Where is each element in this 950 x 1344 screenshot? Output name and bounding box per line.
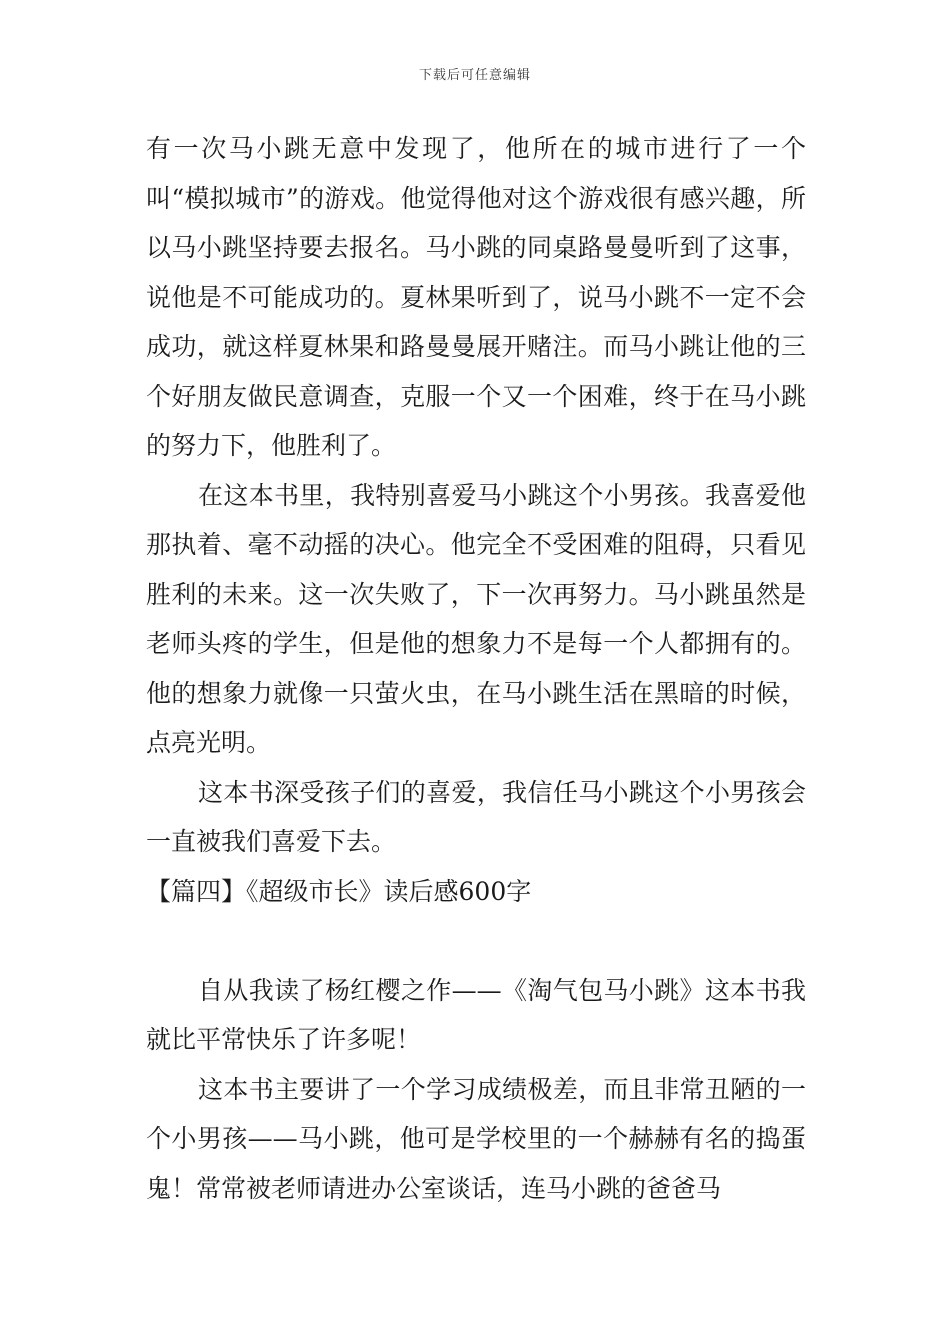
paragraph: 有一次马小跳无意中发现了，他所在的城市进行了一个叫“模拟城市”的游戏。他觉得他对这个游戏很有感兴趣，所以马小跳坚持要去报名。马小跳的同桌路曼曼听到了这事，说他是不可能成功的。夏林果听到了，说马小跳不一定不会成功，就这样夏林果和路曼曼展开赌注。而马小跳让他的三个好朋友做民意调查，克服一个又一个困难，终于在马小跳的努力下，他胜利了。 bbox=[146, 134, 806, 460]
blank-line bbox=[146, 916, 806, 966]
document-body bbox=[146, 124, 806, 1213]
paragraph: 在这本书里，我特别喜爱马小跳这个小男孩。我喜爱他那执着、毫不动摇的决心。他完全不受困难的阻碍，只看见胜利的未来。这一次失败了，下一次再努力。马小跳虽然是老师头疼的学生，但是他的想象力不是每一个人都拥有的。他的想象力就像一只萤火虫，在马小跳生活在黑暗的时候，点亮光明。 bbox=[146, 480, 806, 757]
section-heading: 【篇四】《超级市长》读后感600字 bbox=[146, 876, 532, 906]
paragraph: 这本书深受孩子们的喜爱，我信任马小跳这个小男孩会一直被我们喜爱下去。 bbox=[146, 777, 806, 856]
paragraph: 这本书主要讲了一个学习成绩极差，而且非常丑陋的一个小男孩——马小跳，他可是学校里的一个赫赫有名的捣蛋鬼！常常被老师请进办公室谈话，连马小跳的爸爸马 bbox=[146, 1074, 806, 1203]
page-header: 下载后可任意编辑 bbox=[418, 68, 531, 83]
paragraph: 自从我读了杨红樱之作——《淘气包马小跳》这本书我就比平常快乐了许多呢！ bbox=[146, 975, 806, 1054]
